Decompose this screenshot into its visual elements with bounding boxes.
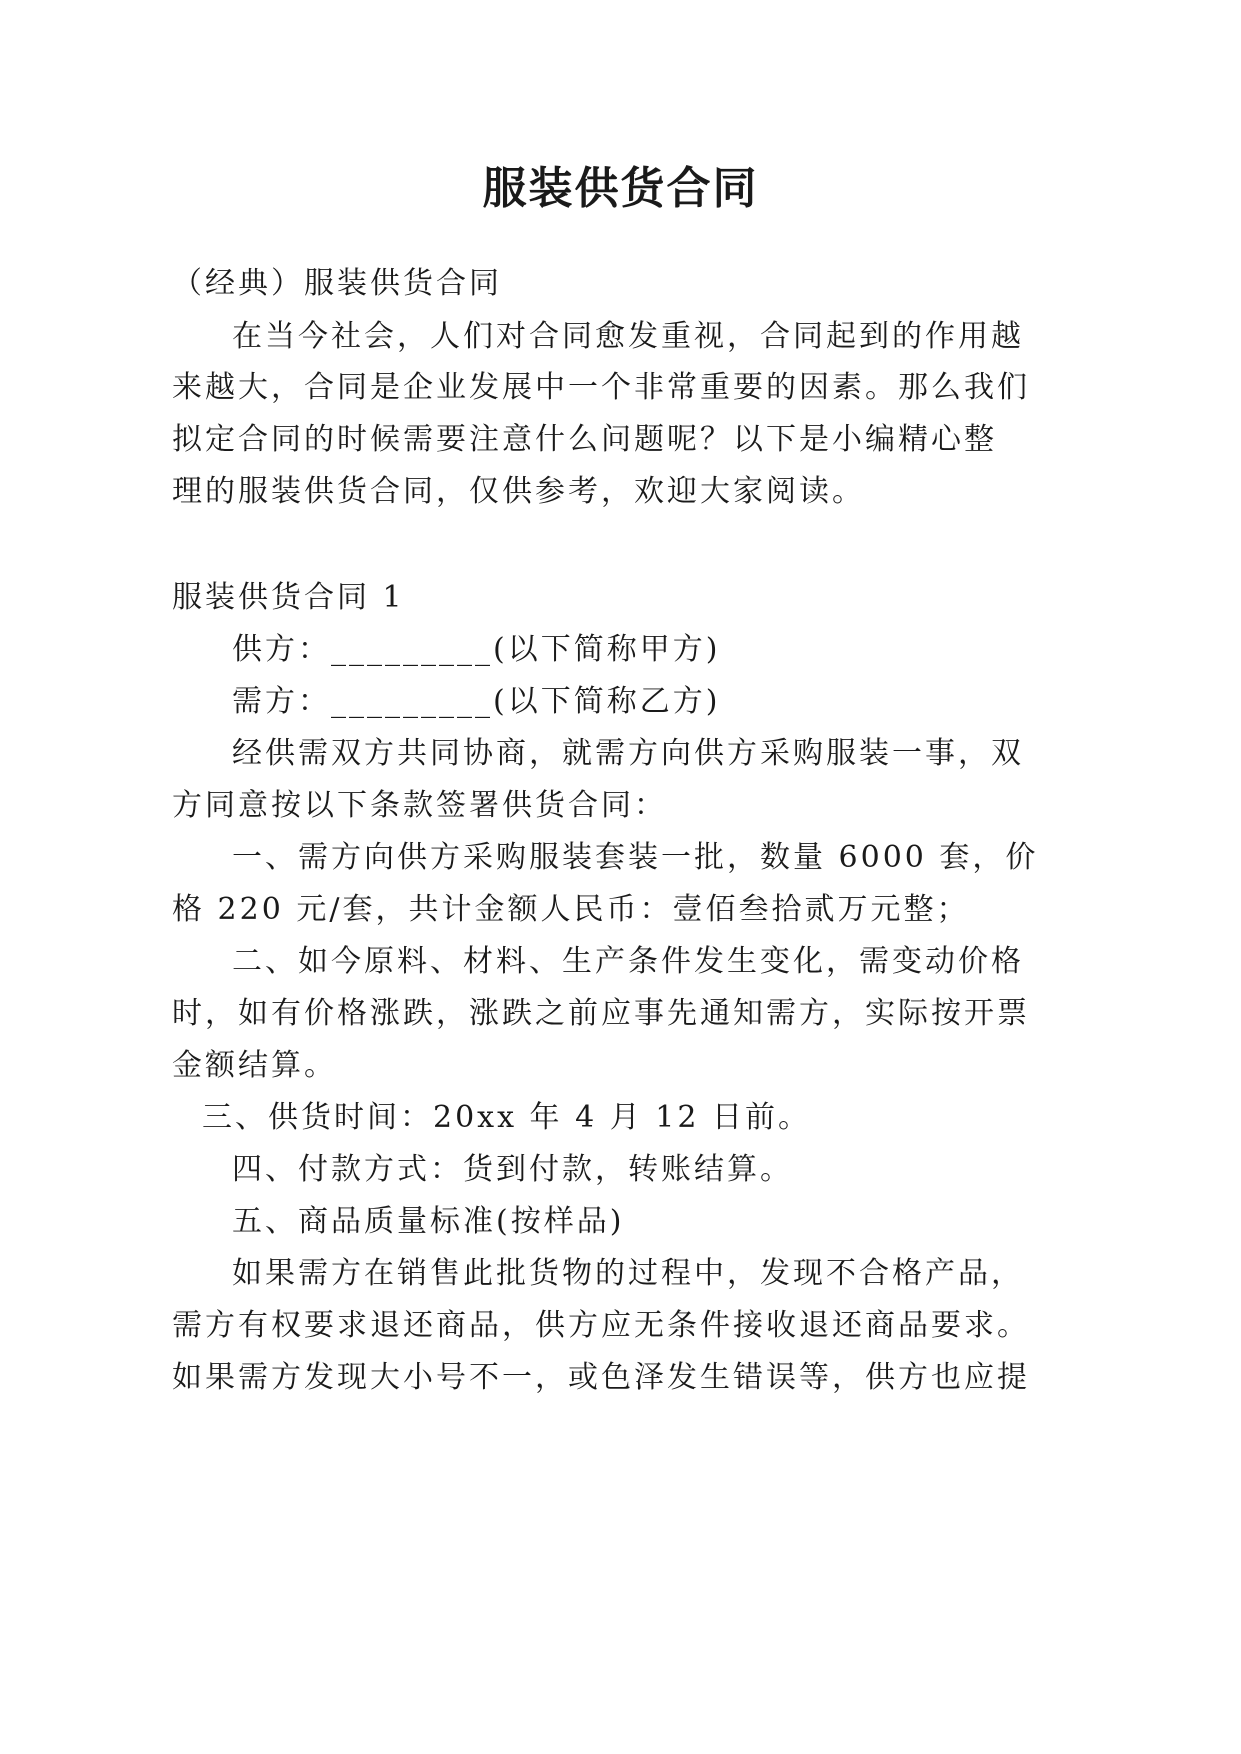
intro-paragraph-line: 来越大，合同是企业发展中一个非常重要的因素。那么我们 — [172, 370, 1030, 405]
clause-4-line: 四、付款方式：货到付款，转账结算。 — [232, 1152, 793, 1187]
intro-paragraph-line: 理的服装供货合同，仅供参考，欢迎大家阅读。 — [172, 474, 865, 509]
buyer-line: 需方：_________(以下简称乙方) — [232, 684, 721, 719]
clause-1-line: 格 220 元/套，共计金额人民币：壹佰叁拾贰万元整； — [172, 892, 970, 927]
clause-2-line: 金额结算。 — [172, 1048, 337, 1083]
clause-paragraph-line: 方同意按以下条款签署供货合同： — [172, 788, 667, 823]
clause-1-line: 一、需方向供方采购服装套装一批，数量 6000 套，价 — [232, 840, 1039, 875]
section-heading: 服装供货合同 1 — [172, 580, 405, 615]
quality-paragraph-line: 需方有权要求退还商品，供方应无条件接收退还商品要求。 — [172, 1308, 1030, 1343]
clause-2-line: 二、如今原料、材料、生产条件发生变化，需变动价格 — [232, 944, 1024, 979]
clause-2-line: 时，如有价格涨跌，涨跌之前应事先通知需方，实际按开票 — [172, 996, 1030, 1031]
intro-paragraph-line: 在当今社会，人们对合同愈发重视，合同起到的作用越 — [232, 319, 1024, 354]
quality-paragraph-line: 如果需方发现大小号不一，或色泽发生错误等，供方也应提 — [172, 1360, 1030, 1395]
clause-5-line: 五、商品质量标准(按样品) — [232, 1204, 625, 1239]
clause-3-line: 三、供货时间：20xx 年 4 月 12 日前。 — [202, 1100, 811, 1135]
quality-paragraph-line: 如果需方在销售此批货物的过程中，发现不合格产品， — [232, 1256, 1024, 1291]
document-title: 服装供货合同 — [482, 163, 759, 214]
clause-paragraph-line: 经供需双方共同协商，就需方向供方采购服装一事，双 — [232, 736, 1024, 771]
document-subtitle: （经典）服装供货合同 — [172, 266, 502, 301]
supplier-line: 供方：_________(以下简称甲方) — [232, 632, 721, 667]
intro-paragraph-line: 拟定合同的时候需要注意什么问题呢？以下是小编精心整 — [172, 422, 997, 457]
